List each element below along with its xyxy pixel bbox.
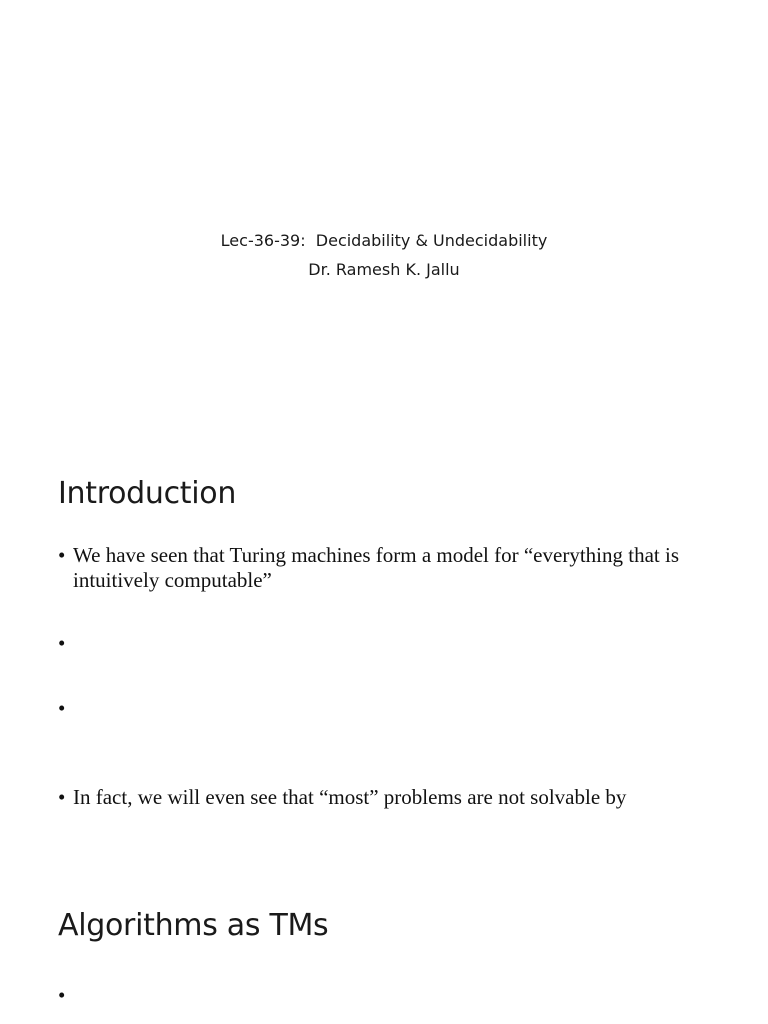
- bullet-text: [73, 631, 718, 656]
- title-slide: [0, 226, 768, 284]
- bullet-item: [58, 631, 718, 656]
- bullet-item: [58, 543, 718, 593]
- bullet-text: [73, 983, 718, 1008]
- section-heading-introduction: Introduction: [58, 476, 237, 511]
- bullet-item: [58, 785, 718, 810]
- bullet-text: In fact, we will even see that “most” problems are not solvable by: [73, 785, 627, 809]
- lecture-title: Lec-36-39: Decidability & Undecidability: [220, 231, 548, 250]
- bullet-marker: •: [58, 785, 66, 809]
- bullet-marker: •: [58, 696, 66, 720]
- bullet-item: [58, 983, 718, 1008]
- bullet-item: [58, 696, 718, 721]
- bullet-marker: •: [58, 631, 66, 655]
- author-name: Dr. Ramesh K. Jallu: [308, 260, 460, 279]
- bullet-text: [73, 696, 718, 721]
- bullet-marker: •: [58, 983, 66, 1007]
- bullet-text: We have seen that Turing machines form a model for “everything that is intuitively computable”: [73, 543, 679, 592]
- section-heading-algorithms: Algorithms as TMs: [58, 908, 329, 943]
- bullet-marker: •: [58, 543, 66, 567]
